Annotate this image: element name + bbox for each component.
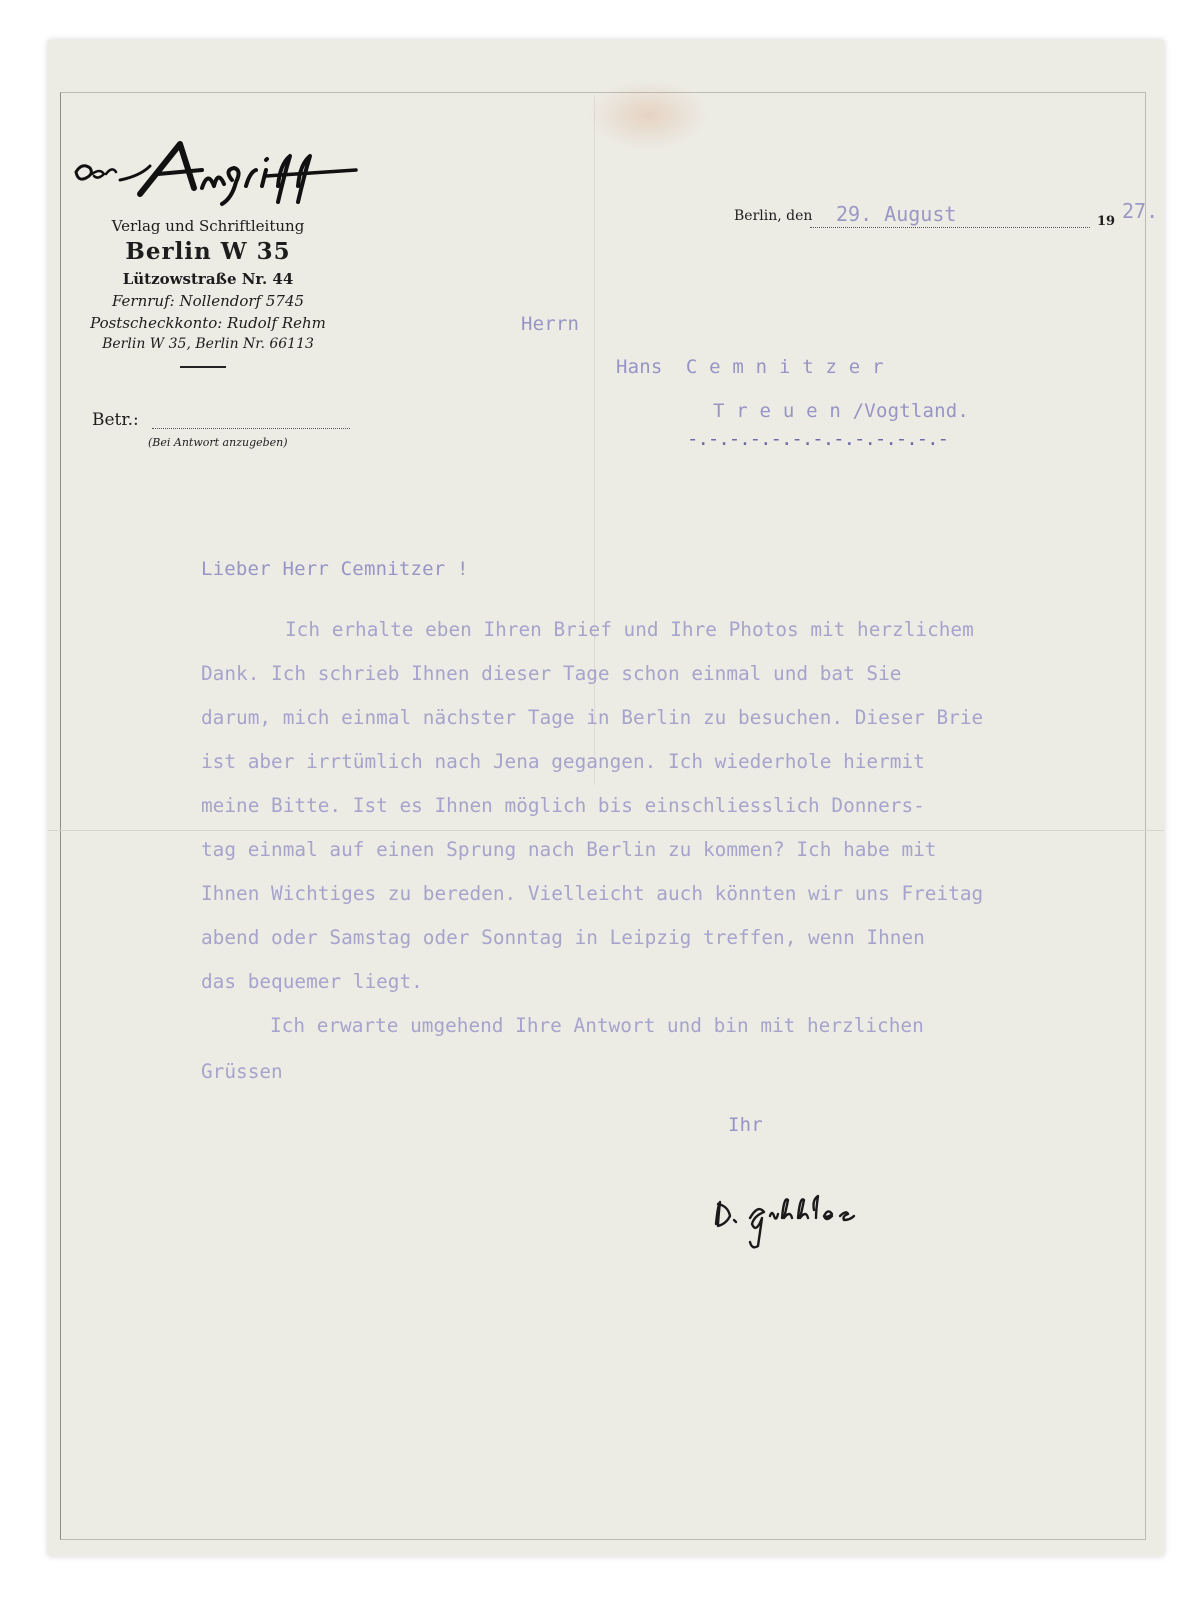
date-label: Berlin, den	[734, 208, 813, 224]
letterhead-account-number: Berlin W 35, Berlin Nr. 66113	[102, 336, 314, 352]
recipient-name: Hans C e m n i t z e r	[616, 356, 884, 378]
paper-stain	[588, 80, 708, 150]
date-value: 29. August	[836, 202, 957, 226]
body-line: Ich erwarte umgehend Ihre Antwort und bin mit herzlichen	[270, 1014, 924, 1037]
recipient-title: Herrn	[521, 313, 580, 335]
letterhead-publisher: Verlag und Schriftleitung	[111, 217, 305, 235]
body-line: abend oder Samstag oder Sonntag in Leipzig treffen, wenn Ihnen	[201, 926, 925, 949]
body-line: darum, mich einmal nächster Tage in Berlin zu besuchen. Dieser Brie	[201, 706, 984, 729]
letterhead-city: Berlin W 35	[125, 238, 291, 265]
reference-line	[152, 428, 350, 429]
letterhead-rule	[180, 366, 226, 368]
letterhead-phone: Fernruf: Nollendorf 5745	[111, 292, 305, 310]
reference-label: Betr.:	[92, 410, 139, 430]
date-line	[810, 227, 1090, 228]
body-line: Dank. Ich schrieb Ihnen dieser Tage schon einmal und bat Sie	[201, 662, 902, 685]
body-line: Ich erhalte eben Ihren Brief und Ihre Photos mit herzlichem	[285, 618, 974, 641]
der-angriff-logo	[70, 130, 360, 210]
body-line: tag einmal auf einen Sprung nach Berlin zu kommen? Ich habe mit	[201, 838, 937, 861]
body-line: ist aber irrtümlich nach Jena gegangen. Ich wiederhole hiermit	[201, 750, 925, 773]
year-prefix: 19	[1097, 214, 1116, 229]
body-line: meine Bitte. Ist es Ihnen möglich bis einschliesslich Donners-	[201, 794, 925, 817]
reference-note: (Bei Antwort anzugeben)	[148, 436, 288, 449]
handwritten-signature	[710, 1190, 870, 1250]
letterhead-postal-account: Postscheckkonto: Rudolf Rehm	[90, 314, 326, 332]
year-suffix: 27.	[1122, 199, 1159, 223]
body-line: Ihnen Wichtiges zu bereden. Vielleicht auch könnten wir uns Freitag	[201, 882, 984, 905]
body-line: Grüssen	[201, 1060, 283, 1083]
address-underline: -.-.-.-.-.-.-.-.-.-.-.-.-	[687, 428, 948, 450]
salutation: Lieber Herr Cemnitzer !	[201, 558, 469, 580]
recipient-city: T r e u e n /Vogtland.	[713, 400, 970, 422]
fold-line-horizontal	[48, 830, 1164, 831]
body-line: das bequemer liegt.	[201, 970, 423, 993]
closing: Ihr	[728, 1114, 763, 1136]
letterhead-street: Lützowstraße Nr. 44	[122, 270, 294, 288]
